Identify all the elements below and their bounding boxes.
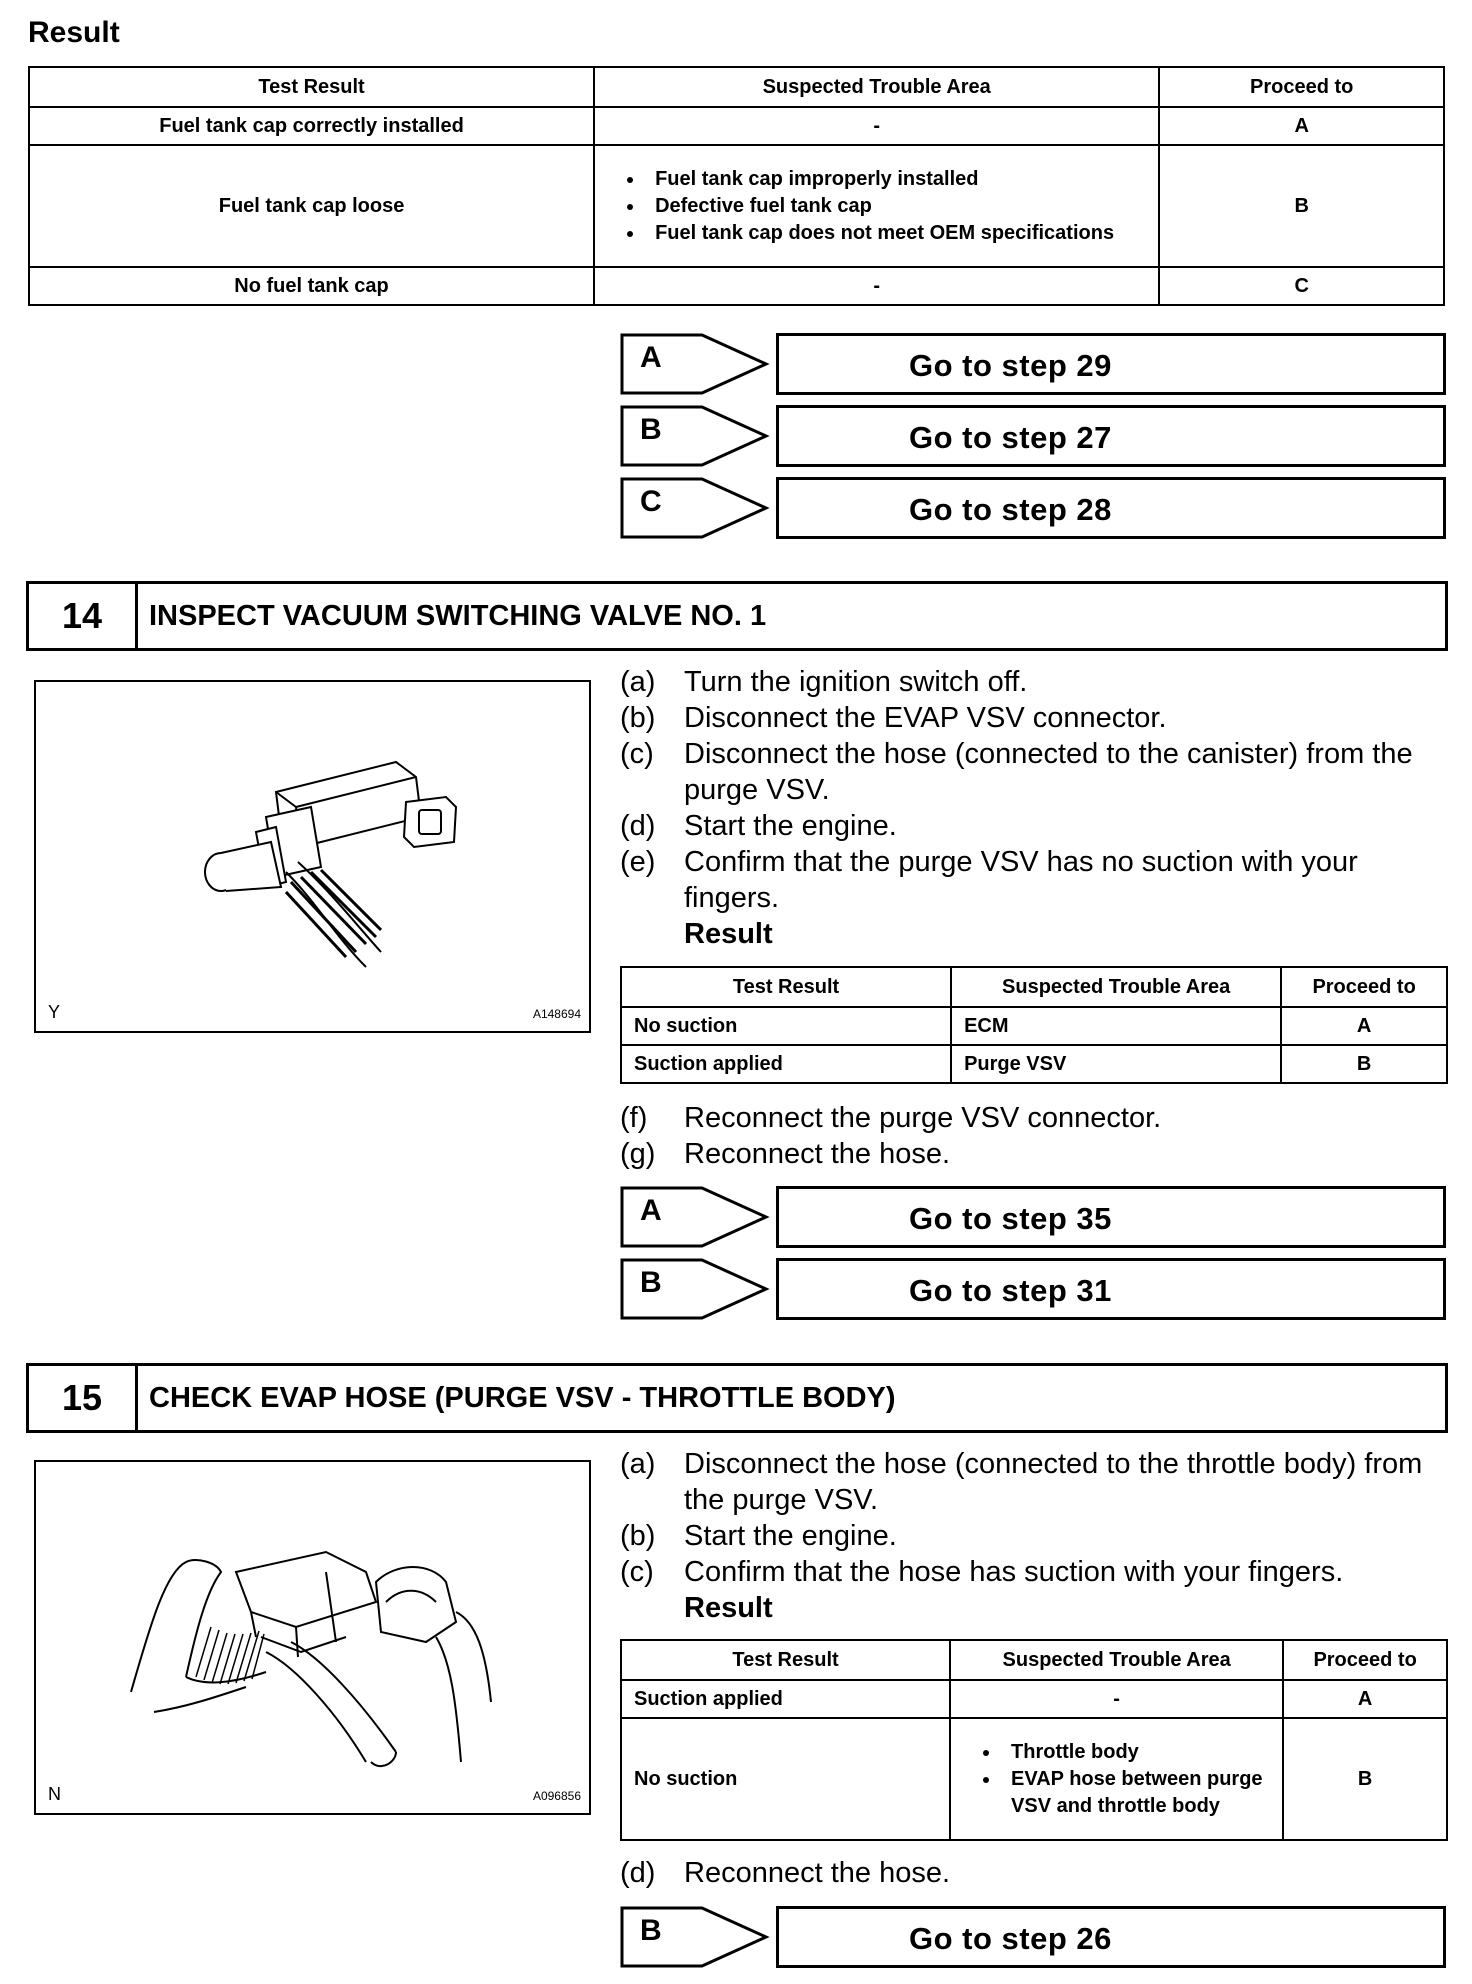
evap-hose-illustration (36, 1462, 589, 1813)
list-item: • Fuel tank cap improperly installed (645, 166, 1146, 193)
cell-proceed-to: A (1283, 1680, 1447, 1718)
instruction-label: (c) (620, 738, 654, 770)
cell-test-result: No fuel tank cap (29, 267, 594, 305)
instruction-label: (b) (620, 1520, 656, 1552)
instruction-text: Reconnect the hose. (684, 1857, 951, 1889)
list-item: • EVAP hose between purge VSV and throttle body (1001, 1766, 1270, 1820)
step-15-result-table (620, 1639, 1448, 1841)
instruction-text: Confirm that the purge VSV has no suction with your fingers. (684, 846, 1358, 914)
trouble-area-list (963, 1739, 1270, 1820)
header-trouble-area: Suspected Trouble Area (951, 967, 1281, 1007)
goto-text: Go to step 31 (909, 1273, 1112, 1308)
step-number: 15 (29, 1366, 138, 1430)
header-proceed-to: Proceed to (1159, 67, 1444, 107)
goto-text: Go to step 27 (909, 420, 1112, 455)
instruction-label: (d) (620, 1857, 656, 1889)
table-row (29, 107, 1444, 145)
goto-box (776, 1258, 1446, 1320)
instruction-text: Confirm that the hose has suction with your fingers. (684, 1556, 1344, 1588)
goto-row-b[interactable] (620, 1906, 1450, 1968)
result-heading: Result (28, 16, 120, 49)
cell-trouble-area: - (950, 1680, 1283, 1718)
instruction-item (620, 1855, 1450, 1891)
cell-proceed-to: B (1281, 1045, 1447, 1083)
cell-trouble-area: ECM (951, 1007, 1281, 1045)
header-proceed-to: Proceed to (1283, 1640, 1447, 1680)
instruction-item (620, 1100, 1450, 1136)
cell-trouble-area (594, 145, 1159, 267)
goto-letter: C (640, 485, 662, 518)
instruction-text: Disconnect the EVAP VSV connector. (684, 702, 1167, 734)
instruction-label: (a) (620, 1448, 656, 1480)
instruction-text: Start the engine. (684, 1520, 897, 1552)
instruction-label: (a) (620, 666, 656, 698)
instruction-text: Start the engine. (684, 810, 897, 842)
goto-row-c[interactable] (620, 477, 1450, 539)
cell-trouble-area: Purge VSV (951, 1045, 1281, 1083)
header-test-result: Test Result (621, 967, 951, 1007)
step-15-header (26, 1363, 1448, 1433)
table-row (621, 1045, 1447, 1083)
goto-text: Go to step 28 (909, 492, 1112, 527)
table-header-row (29, 67, 1444, 107)
table-row (29, 267, 1444, 305)
header-test-result: Test Result (621, 1640, 950, 1680)
instruction-item (620, 664, 1450, 700)
cell-proceed-to: A (1281, 1007, 1447, 1045)
table-row (29, 145, 1444, 267)
instruction-item (620, 1554, 1450, 1590)
table-header-row (621, 967, 1447, 1007)
top-result-table (28, 66, 1445, 306)
goto-row-b[interactable] (620, 405, 1450, 467)
cell-proceed-to: A (1159, 107, 1444, 145)
list-item: • Throttle body (1001, 1739, 1270, 1766)
instruction-item (620, 736, 1450, 808)
goto-text: Go to step 35 (909, 1201, 1112, 1236)
step-15-after-instructions (620, 1855, 1450, 1891)
table-row (621, 1007, 1447, 1045)
instruction-label: (d) (620, 810, 656, 842)
goto-row-b[interactable] (620, 1258, 1450, 1320)
cell-trouble-area (950, 1718, 1283, 1840)
figure-letter: N (48, 1784, 61, 1804)
instruction-label: (g) (620, 1138, 656, 1170)
goto-box (776, 477, 1446, 539)
step-14-instructions (620, 664, 1450, 952)
goto-letter: B (640, 1266, 662, 1299)
step-title: INSPECT VACUUM SWITCHING VALVE NO. 1 (149, 600, 767, 632)
instruction-label: (f) (620, 1102, 648, 1134)
instruction-item (620, 844, 1450, 916)
header-trouble-area: Suspected Trouble Area (950, 1640, 1283, 1680)
header-trouble-area: Suspected Trouble Area (594, 67, 1159, 107)
instruction-item (620, 1518, 1450, 1554)
cell-trouble-area: - (594, 267, 1159, 305)
instruction-text: Disconnect the hose (connected to the canister) from the purge VSV. (684, 738, 1413, 806)
instruction-item (620, 1136, 1450, 1172)
step-14-result-table (620, 966, 1448, 1084)
step-title: CHECK EVAP HOSE (PURGE VSV - THROTTLE BODY) (149, 1382, 896, 1414)
cell-proceed-to: C (1159, 267, 1444, 305)
cell-test-result: No suction (621, 1007, 951, 1045)
instruction-item (620, 1446, 1450, 1518)
goto-box (776, 333, 1446, 395)
header-proceed-to: Proceed to (1281, 967, 1447, 1007)
table-header-row (621, 1640, 1447, 1680)
goto-box (776, 405, 1446, 467)
goto-letter: B (640, 413, 662, 446)
goto-box (776, 1906, 1446, 1968)
goto-text: Go to step 26 (909, 1921, 1112, 1956)
figure-code: A096856 (532, 1789, 581, 1803)
instruction-text: Reconnect the hose. (684, 1138, 951, 1170)
instruction-text: Reconnect the purge VSV connector. (684, 1102, 1162, 1134)
goto-text: Go to step 29 (909, 348, 1112, 383)
cell-proceed-to: B (1283, 1718, 1447, 1840)
instruction-item (620, 808, 1450, 844)
result-label: Result (684, 918, 773, 950)
evap-hose-figure (34, 1460, 591, 1815)
figure-code: A148694 (532, 1007, 581, 1021)
header-test-result: Test Result (29, 67, 594, 107)
step-14-header (26, 581, 1448, 651)
goto-letter: B (640, 1914, 662, 1947)
cell-test-result: Fuel tank cap loose (29, 145, 594, 267)
goto-letter: A (640, 341, 662, 374)
step-number: 14 (29, 584, 138, 648)
list-item: • Defective fuel tank cap (645, 193, 1146, 220)
goto-letter: A (640, 1194, 662, 1227)
instruction-label: (c) (620, 1556, 654, 1588)
vsv-figure (34, 680, 591, 1033)
instruction-label: (e) (620, 846, 656, 878)
vsv-illustration (36, 682, 589, 1031)
instruction-text: Turn the ignition switch off. (684, 666, 1028, 698)
instruction-text: Disconnect the hose (connected to the throttle body) from the purge VSV. (684, 1448, 1423, 1516)
result-label: Result (684, 1592, 773, 1624)
cell-trouble-area: - (594, 107, 1159, 145)
table-row (621, 1680, 1447, 1718)
trouble-area-list (607, 166, 1146, 247)
cell-proceed-to: B (1159, 145, 1444, 267)
list-item: • Fuel tank cap does not meet OEM specifications (645, 220, 1146, 247)
step-15-instructions (620, 1446, 1450, 1626)
cell-test-result: No suction (621, 1718, 950, 1840)
goto-box (776, 1186, 1446, 1248)
cell-test-result: Suction applied (621, 1680, 950, 1718)
goto-row-a[interactable] (620, 333, 1450, 395)
figure-letter: Y (48, 1002, 61, 1022)
instruction-item (620, 700, 1450, 736)
cell-test-result: Suction applied (621, 1045, 951, 1083)
step-14-after-instructions (620, 1100, 1450, 1172)
cell-test-result: Fuel tank cap correctly installed (29, 107, 594, 145)
table-row (621, 1718, 1447, 1840)
instruction-label: (b) (620, 702, 656, 734)
goto-row-a[interactable] (620, 1186, 1450, 1248)
